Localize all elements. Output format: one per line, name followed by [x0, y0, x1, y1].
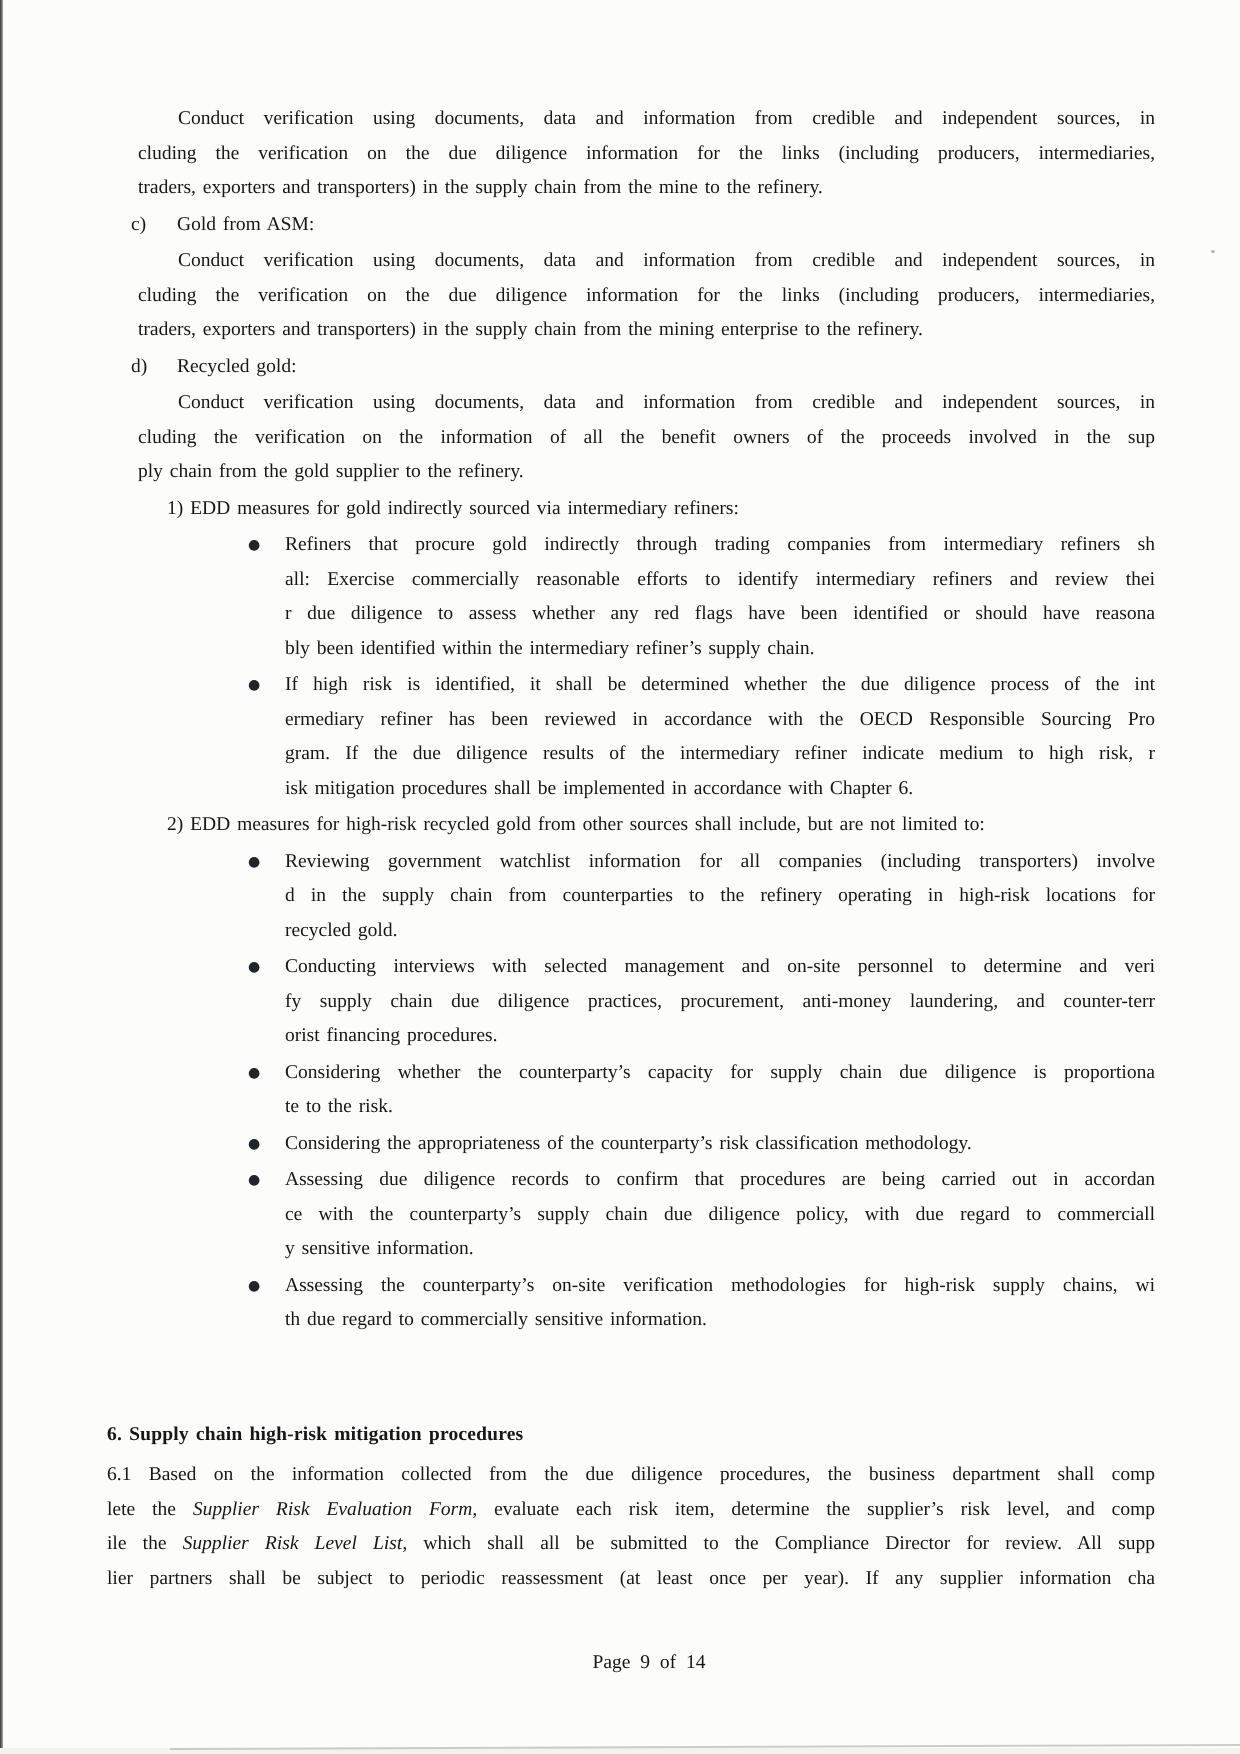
text-line [107, 1493, 1155, 1528]
text-line [107, 1562, 1155, 1597]
item-text: Gold from ASM: [177, 213, 315, 235]
text-segment: Assessing due diligence records to confirm that procedures are being carried out in accordan [285, 1169, 1155, 1190]
bullet-icon: ● [248, 1064, 261, 1081]
text-line [138, 137, 1155, 172]
bullet-icon: ● [248, 853, 261, 870]
text-line [285, 1198, 1155, 1233]
text-segment: Considering the appropriateness of the counterparty’s risk classification methodology. [285, 1132, 972, 1154]
text-segment: r due diligence to assess whether any red flags have been identified or should have reasona [285, 603, 1155, 624]
bullet-icon: ● [248, 1277, 261, 1294]
text-segment: d in the supply chain from counterparties to the refinery operating in high-risk locations for [285, 885, 1155, 906]
text-segment: all: Exercise commercially reasonable efforts to identify intermediary refiners and review thei [285, 568, 1155, 590]
text-line [138, 386, 1155, 421]
text-line [285, 597, 1155, 632]
text-segment: recycled gold. [285, 919, 398, 941]
text-line [107, 1458, 1155, 1493]
text-segment: Conduct verification using documents, data and information from credible and independent sources, in [178, 250, 1155, 271]
bullet-icon: ● [248, 1172, 261, 1188]
text-line [285, 845, 1155, 880]
item-label: c) [131, 213, 147, 235]
text-segment: bly been identified within the intermediary refiner’s supply chain. [285, 637, 815, 659]
text-line [138, 455, 1155, 490]
text-line [285, 985, 1155, 1020]
text-segment: Reviewing government watchlist information for all companies (including transporters) involve [285, 850, 1155, 872]
text-line [285, 772, 1155, 807]
text-segment: th due regard to commercially sensitive information. [285, 1309, 707, 1330]
text-segment: lier partners shall be subject to periodic reassessment (at least once per year). If any supplier information cha [107, 1567, 1155, 1589]
text-line [285, 1232, 1155, 1267]
text-segment: ply chain from the gold supplier to the refinery. [138, 461, 524, 482]
bullet-item [138, 528, 1155, 666]
text-line [285, 1090, 1155, 1125]
text-line [285, 950, 1155, 985]
text-line [285, 1269, 1155, 1304]
text-segment: traders, exporters and transporters) in the supply chain from the mining enterprise to the refinery. [138, 319, 923, 340]
list-item [131, 208, 1155, 243]
bullet-icon: ● [248, 1135, 261, 1152]
text-segment: Considering whether the counterparty’s capacity for supply chain due diligence is proportiona [285, 1061, 1155, 1083]
paragraph [107, 1458, 1155, 1596]
numbered-item: 2) EDD measures for high-risk recycled gold from other sources shall include, but are not limited to: [167, 814, 985, 835]
text-segment: , evaluate each risk item, determine the supplier’s risk level, and comp [472, 1498, 1155, 1520]
text-segment: Conduct verification using documents, data and information from credible and independent sources, in [178, 392, 1155, 413]
text-segment: 6.1 Based on the information collected from the due diligence procedures, the business department shall comp [107, 1464, 1155, 1485]
text-segment: Conduct verification using documents, data and information from credible and independent sources, in [178, 108, 1155, 129]
section-heading: 6. Supply chain high-risk mitigation procedures [107, 1423, 524, 1445]
text-line [138, 279, 1155, 314]
text-line [138, 171, 1155, 206]
text-line [285, 1056, 1155, 1091]
bullet-item [138, 1127, 1155, 1162]
text-segment: ile the [107, 1533, 183, 1554]
text-line [138, 421, 1155, 456]
text-segment: traders, exporters and transporters) in the supply chain from the mine to the refinery. [138, 177, 823, 198]
text-line [138, 313, 1155, 348]
text-segment: cluding the verification on the due diligence information for the links (including producers, intermediaries, [138, 142, 1155, 164]
text-line [285, 563, 1155, 598]
text-segment: Assessing the counterparty’s on-site verification methodologies for high-risk supply chains, wi [285, 1274, 1155, 1296]
text-segment: fy supply chain due diligence practices, procurement, anti-money laundering, and counter-terr [285, 990, 1155, 1012]
text-segment: cluding the verification on the due diligence information for the links (including producers, intermediaries, [138, 284, 1155, 306]
text-segment: If high risk is identified, it shall be determined whether the due diligence process of the int [285, 674, 1155, 695]
text-segment: orist financing procedures. [285, 1025, 498, 1046]
bullet-icon: ● [248, 537, 261, 553]
text-segment: ce with the counterparty’s supply chain due diligence policy, with due regard to commerciall [285, 1203, 1155, 1225]
document-content [107, 102, 1155, 1596]
page-number: Page 9 of 14 [592, 1652, 706, 1673]
bullet-item [138, 950, 1155, 1054]
text-segment: , which shall all be submitted to the Compliance Director for review. All supp [402, 1533, 1155, 1554]
text-line [285, 668, 1155, 703]
text-line [285, 528, 1155, 563]
text-line [285, 879, 1155, 914]
text-line [138, 102, 1155, 137]
bullet-item [138, 845, 1155, 949]
text-segment: lete the [107, 1498, 193, 1520]
numbered-item: 1) EDD measures for gold indirectly sourced via intermediary refiners: [167, 497, 739, 519]
text-line [285, 737, 1155, 772]
bullet-item [138, 1163, 1155, 1267]
text-line [285, 1127, 1155, 1162]
bullet-item [138, 1056, 1155, 1125]
text-segment: te to the risk. [285, 1096, 393, 1117]
text-segment: cluding the verification on the information of all the benefit owners of the proceeds involved in the sup [138, 426, 1155, 448]
list-item [131, 350, 1155, 385]
text-segment: ermediary refiner has been reviewed in accordance with the OECD Responsible Sourcing Pro [285, 708, 1155, 730]
paragraph [138, 102, 1155, 206]
italic-text: Supplier Risk Evaluation Form [192, 1498, 473, 1520]
text-line [107, 1527, 1155, 1562]
text-segment: Conducting interviews with selected management and on-site personnel to determine and veri [285, 956, 1155, 977]
text-line [138, 244, 1155, 279]
text-line [285, 1303, 1155, 1338]
bullet-icon: ● [248, 959, 261, 975]
text-segment: isk mitigation procedures shall be implemented in accordance with Chapter 6. [285, 777, 914, 799]
bullet-icon: ● [248, 677, 261, 693]
bullet-item [138, 1269, 1155, 1338]
paragraph [138, 244, 1155, 348]
bullet-item [138, 668, 1155, 806]
paragraph [138, 386, 1155, 490]
item-text: Recycled gold: [177, 355, 297, 377]
text-line [285, 703, 1155, 738]
text-line [285, 1019, 1155, 1054]
text-line [285, 914, 1155, 949]
text-line [285, 1163, 1155, 1198]
text-line [285, 632, 1155, 667]
item-label: d) [131, 355, 148, 377]
text-segment: Refiners that procure gold indirectly through trading companies from intermediary refiners sh [285, 534, 1155, 555]
text-segment: gram. If the due diligence results of the intermediary refiner indicate medium to high risk, r [285, 743, 1155, 764]
italic-text: Supplier Risk Level List [182, 1533, 403, 1554]
text-segment: y sensitive information. [285, 1238, 474, 1259]
